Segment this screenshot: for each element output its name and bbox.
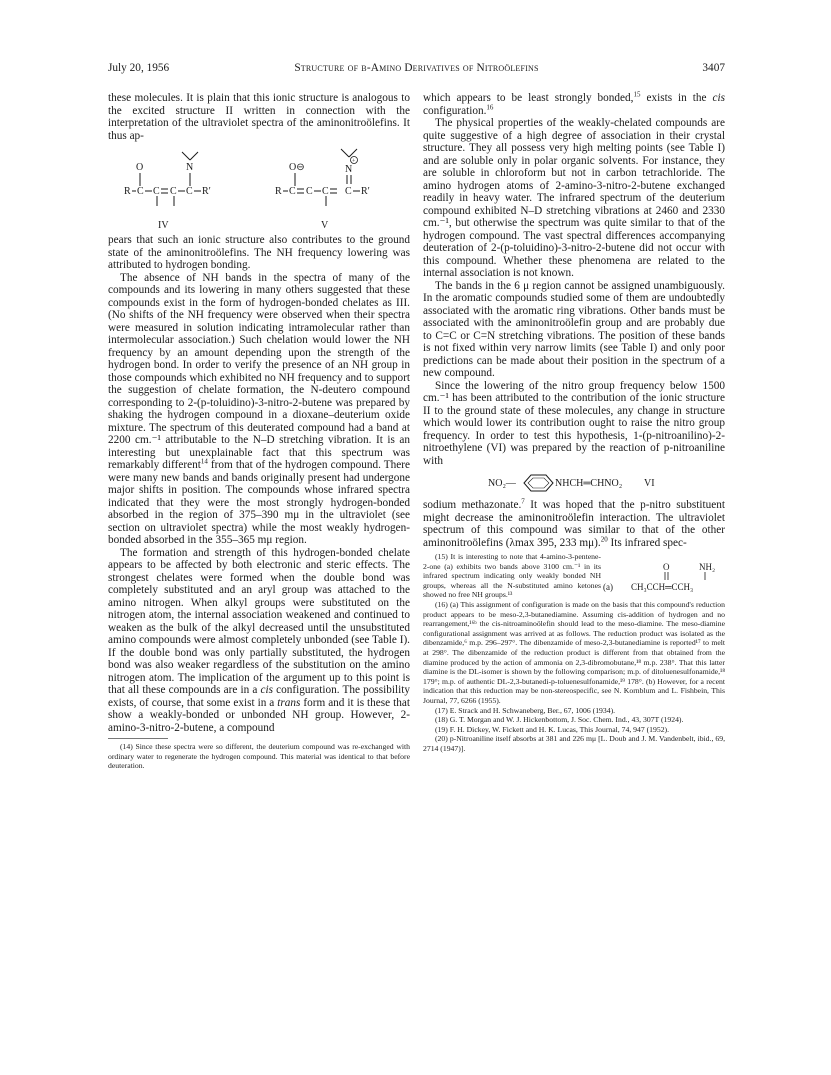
svg-text:(a): (a): [603, 582, 613, 592]
footnote-16: (16) (a) This assignment of configuration is made on the basis that this compound's reduction product appears to be meso-2,3-butanediamine. Assuming cis-addition of hydrogen and no rearrangement,¹⁶ᵇ the cis-nitroaminoölefin should lead to the meso-diamine. The meso-diamine configurational assignment was arrived at as follows. The reduction product was isolated as the dibenzamide,⁶ m.p. 296–297°. The dibenzamide of meso-2,3-butanediamine is reported¹⁷ to melt at 298°. The dibenzamide of the reduction product is different from that obtained from the diamine produced by the action of ammonia on 2,3-dibromobutane,¹⁸ m.p. 238°. That this latter diamine is the DL-isomer is shown by the following comparison; m.p. of ditoluenesulfonamide,¹⁸ 179°; m.p. of authentic DL-2,3-butanedi-p-toluenesulfonamide,¹⁹ 178°. (b) However, for a recent indication that this reduction may be non-stereospecific, see N. Kornblum and L. Fishbein, This Journal, 77, 6266 (1955).: [423, 600, 725, 705]
r-group: R: [123, 186, 131, 197]
page-number: 3407: [702, 62, 725, 74]
r-prime-group: R′: [360, 186, 370, 197]
oxygen-anion: O⊖: [288, 162, 305, 173]
carbon-atom: C: [185, 186, 193, 197]
carbon-atom: C: [305, 186, 313, 197]
footnote-18: (18) G. T. Morgan and W. J. Hickenbottom, J. Soc. Chem. Ind., 43, 307T (1924).: [435, 715, 684, 725]
carbon-atom: C: [344, 186, 352, 197]
structure-label: V: [320, 220, 328, 231]
side-chain: NHCH═CHNO₂: [555, 478, 623, 489]
svg-text:CH₃CCH═CCH₃: CH₃CCH═CCH₃: [631, 582, 694, 592]
nitrogen-atom: N: [185, 162, 193, 173]
structure-v: [275, 146, 395, 232]
paragraph: sodium methazonate.$^7$ It was hoped that the p-nitro substituent might decrease the aminonitroölefin interaction. The ultraviolet spectrum of this compound was similar to that of the other aminonitroölefins (λmax 395, 233 mμ).$^{20}$ Its infrared spec-: [423, 497, 725, 549]
nitrogen-cation: N: [344, 164, 352, 175]
paragraph: which appears to be least strongly bonded,$^{15}$ exists in the cis configuration.$^{16}$: [423, 90, 725, 117]
formula-a: [601, 552, 725, 600]
running-header: [108, 62, 725, 78]
structure-label: IV: [157, 220, 169, 231]
carbon-atom: C: [152, 186, 160, 197]
carbon-atom: C: [136, 186, 144, 197]
issue-date: July 20, 1956: [108, 62, 170, 74]
footnote-17: (17) E. Strack and H. Schwaneberg, Ber., 67, 1006 (1934).: [435, 705, 616, 715]
structures-iv-v: [108, 146, 410, 232]
r-group: R: [274, 186, 282, 197]
svg-text:+: +: [351, 158, 355, 165]
paragraph: pears that such an ionic structure also contributes to the ground state of the aminonitroölefins. The NH frequency lowering was attributed to hydrogen bonding.: [108, 234, 410, 271]
paragraph: The formation and strength of this hydrogen-bonded chelate appears to be affected by both electronic and steric effects. The strongest chelates were formed when the double bond was completely substituted and an aryl group was attached to the amino nitrogen. When alkyl groups were substituted on the nitrogen atom, the internal association weakened and continued to weaken as the bulk of the alkyl decreased until the unsubstituted amino compounds were almost completely unbonded (see Table I). If the double bond was only partially substituted, the hydrogen bond was also weaker regardless of the substitution on the amino nitrogen atom. The implication of the argument up to this point is that all these compounds are in a cis configuration. The possibility exists, of course, that some exist in a trans form and it is these that show a weakly-bonded or unbonded NH group. However, 2-amino-3-nitro-2-butene, a compound: [108, 546, 411, 734]
nitro-group: NO₂—: [488, 478, 516, 489]
footnote-19: (19) F. H. Dickey, W. Fickett and H. K. Lucas, This Journal, 74, 947 (1952).: [435, 724, 670, 734]
left-column: [108, 92, 410, 771]
footnote-divider: [108, 738, 168, 739]
r-prime-group: R′: [201, 186, 211, 197]
carbon-atom: C: [321, 186, 329, 197]
carbon-atom: C: [169, 186, 177, 197]
structure-label: VI: [644, 478, 655, 489]
paragraph: The bands in the 6 μ region cannot be assigned unambiguously. In the aromatic compounds studied some of them are undoubtedly associated with the aromatic ring vibrations. Other bands must be associated with the aminonitroölefin group and are probably due to C=C or C=N stretching vibrations. The position of these bands is not fixed within very narrow limits (see Table I) and only poor predictions can be made about their position in the spectrum of a new compound.: [423, 279, 725, 379]
svg-text:NH₂: NH₂: [699, 562, 716, 572]
right-column: [423, 92, 725, 754]
paragraph: The physical properties of the weakly-chelated compounds are quite suggestive of a high degree of association in their crystal structure. They all possess very high melting points (see Table I) and are soluble only in polar organic solvents. For instance, they are soluble in chloroform but not in carbon tetrachloride. The amino hydrogen atoms of 2-amino-3-nitro-2-butene exchanged readily in heavy water. The infrared spectrum of the deuterium compound exhibited N–D stretching vibrations at 2460 and 2330 cm.⁻¹, but otherwise the spectrum was quite similar to that of the hydrogen compound. The vast spectral differences accompanying deuteration of 2-(p-toluidino)-3-nitro-2-butene did not occur with this compound. Whether these phenomena are related to the internal association is not known.: [423, 117, 725, 279]
structure-vi: [423, 471, 725, 495]
footnote-14: (14) Since these spectra were so different, the deuterium compound was re-exchanged with ordinary water to regenerate the hydrogen compound. This material was identical to that before deuteration.: [108, 742, 410, 771]
structure-iv: [124, 146, 244, 232]
paragraph: Since the lowering of the nitro group frequency below 1500 cm.⁻¹ has been attributed to the contribution of the ionic structure II to the ground state of these molecules, any change in structure which would lower its contribution ought to raise the nitro group frequency. In order to test this hypothesis, 1-(p-nitroanilino)-2-nitroethylene (VI) was prepared by the reaction of p-nitroaniline with: [423, 379, 725, 467]
svg-text:O: O: [663, 562, 670, 572]
oxygen-atom: O: [135, 162, 143, 173]
paragraph: these molecules. It is plain that this ionic structure is analogous to the excited structure II written in connection with the interpretation of the ultraviolet spectra of the aminonitroölefins. It thus ap-: [108, 92, 410, 142]
running-title: Structure of β-Amino Derivatives of Nitroölefins: [294, 62, 539, 74]
footnote-15: (15) It is interesting to note that 4-amino-3-pentene-2-one (a) exhibits two bands above 3100 cm.⁻¹ in its infrared spectrum indicating only weakly bonded NH groups, whereas all the N-substituted amino ketones showed no free NH groups.¹³ O NH₂ (a) CH₃CCH═CCH₃: [423, 552, 725, 600]
carbon-atom: C: [288, 186, 296, 197]
paragraph: The absence of NH bands in the spectra of many of the compounds and its lowering in many others suggested that these compounds exist in the form of hydrogen-bonded chelates as III. (No shifts of the NH frequency were observed when their spectra were measured in solution indicating intramolecular rather than intermolecular association.) Such chelation would lower the NH frequency by an amount depending upon the strength of the hydrogen bond. In order to verify the presence of an NH group in those compounds which exhibited no NH frequency and to support the suggestion of chelate formation, the N-deutero compound corresponding to 2-(p-toluidino)-3-nitro-2-butene was prepared by shaking the hydrogen compound in a dioxane–deuterium oxide mixture. The spectrum of this deuterated compound had a band at 2200 cm.⁻¹ attributable to the N–D stretching vibration. It is an interesting but unexplainable fact that this spectrum was remarkably different$^{14}$ from that of the hydrogen compound. There were many new bands and bands originally present had undergone major shifts in position. The compounds whose infrared spectra indicated that they were the most strongly hydrogen-bonded absorbed in the region of 375–390 mμ in the ultraviolet (see section on ultraviolet spectra) while the most weakly hydrogen-bonded absorbed in the 355–365 mμ region.: [108, 271, 410, 546]
footnote-20: (20) p-Nitroaniline itself absorbs at 381 and 226 mμ [L. Doub and J. M. Vandenbelt, ibid., 69, 2714 (1947)].: [423, 734, 725, 753]
